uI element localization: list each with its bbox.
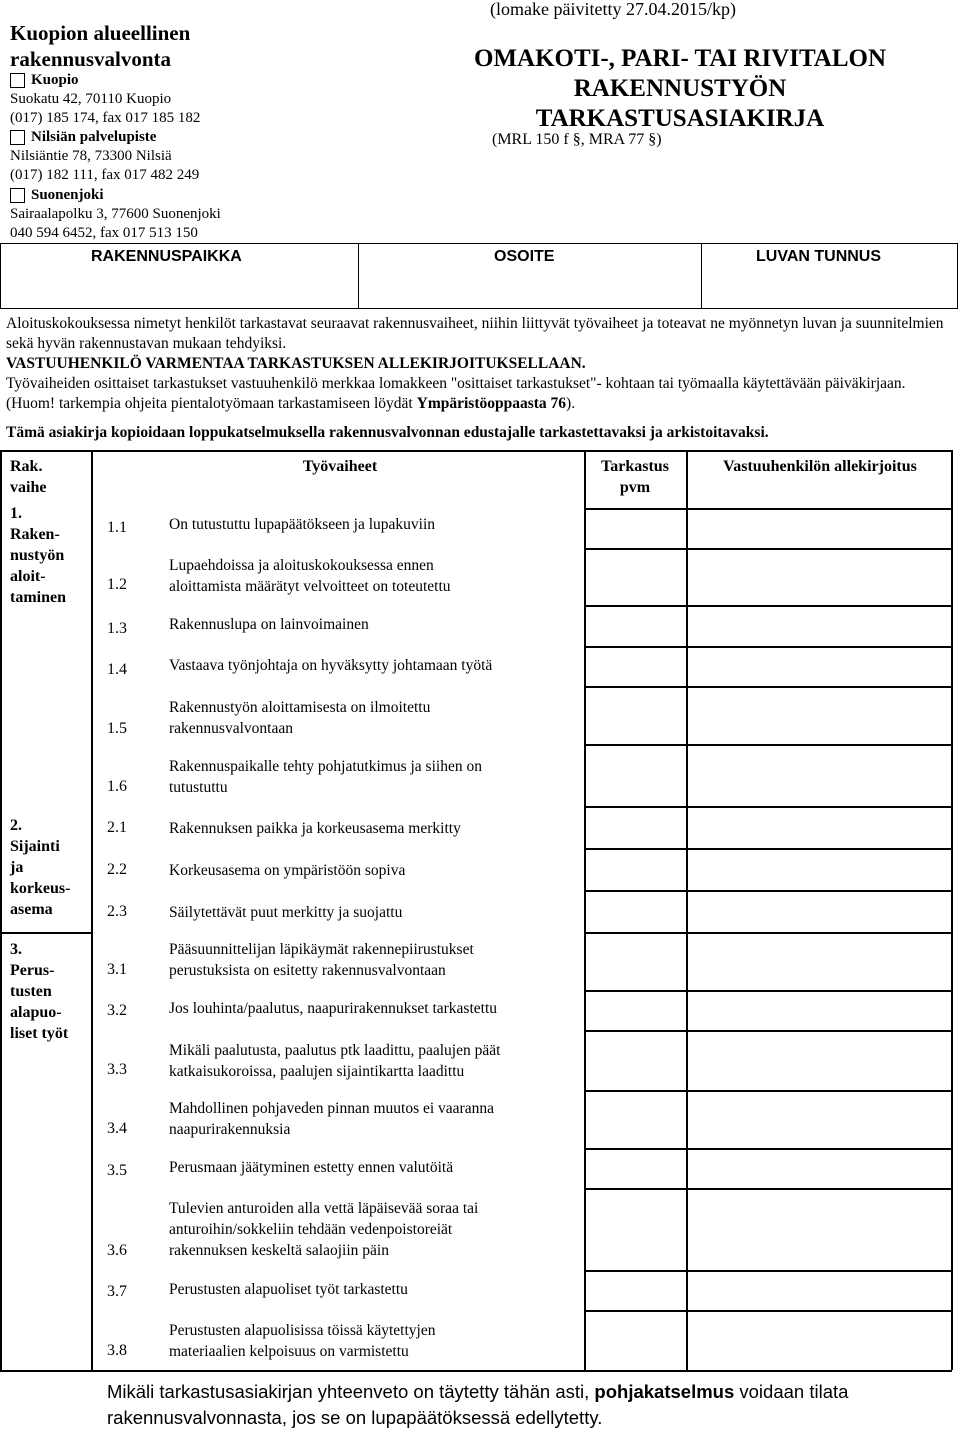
- phase-line: Perus-: [10, 962, 55, 979]
- task-line: Perustusten alapuoliset työt tarkastettu: [169, 1281, 408, 1298]
- phase-line: 2.: [10, 817, 22, 834]
- task-line: naapurirakennuksia: [169, 1121, 291, 1138]
- row-task-text: [169, 939, 574, 981]
- office-name: Kuopio: [31, 72, 79, 88]
- date-column-divider: [584, 450, 586, 1370]
- row-separator: [584, 1148, 952, 1150]
- task-line: katkaisukoroissa, paalujen sijaintikartta laadittu: [169, 1063, 465, 1080]
- col-header-phase-line1: Rak.: [10, 458, 43, 475]
- intro-partial-checks: [6, 374, 951, 414]
- task-line: Rakennustyön aloittamisesta on ilmoitettu: [169, 699, 431, 716]
- task-line: Mahdollinen pohjaveden pinnan muutos ei vaaranna: [169, 1100, 494, 1117]
- task-line: rakennuksen keskeltä salaojiin päin: [169, 1242, 389, 1259]
- summary-text-end: voidaan tilata rakennusvalvonnasta, jos se on lupapäätöksessä edellytetty.: [107, 1381, 849, 1428]
- summary-text: Mikäli tarkastusasiakirjan yhteenveto on täytetty tähän asti,: [107, 1381, 595, 1402]
- office-address: Suokatu 42, 70110 Kuopio: [10, 91, 172, 107]
- col-header-phase: [10, 456, 46, 498]
- phase-line: 3.: [10, 941, 22, 958]
- address-label: OSOITE: [494, 248, 555, 265]
- permit-label: LUVAN TUNNUS: [756, 248, 882, 265]
- row-task-text: [169, 1098, 574, 1140]
- office-phone: (017) 185 174, fax 017 185 182: [10, 110, 201, 126]
- row-separator: [584, 1310, 952, 1312]
- site-info-table: [0, 243, 958, 309]
- task-line: Pääsuunnittelijan läpikäymät rakennepiirustukset: [169, 941, 474, 958]
- row-task-text: [169, 555, 574, 597]
- row-separator: [584, 848, 952, 850]
- task-line: Rakennuksen paikka ja korkeusasema merkitty: [169, 820, 461, 837]
- row-number: 2.3: [107, 903, 127, 920]
- office-phone: 040 594 6452, fax 017 513 150: [10, 225, 198, 241]
- col-header-check-line1: Tarkastus: [601, 458, 669, 475]
- row-task-text: [169, 902, 574, 923]
- row-separator: [584, 1030, 952, 1032]
- phase-line: liset työt: [10, 1025, 69, 1042]
- form-title-line1: OMAKOTI-, PARI- TAI RIVITALON: [473, 45, 887, 72]
- instructions: [6, 314, 951, 414]
- partial-checks-end: ).: [566, 395, 576, 412]
- row-separator: [584, 605, 952, 607]
- col-header-check-line2: pvm: [619, 479, 651, 496]
- row-task-text: [169, 697, 574, 739]
- row-number: 3.6: [107, 1242, 127, 1259]
- office-address: Sairaalapolku 3, 77600 Suonenjoki: [10, 206, 221, 222]
- checkbox-nilsia[interactable]: [10, 130, 25, 145]
- task-line: On tutustuttu lupapäätökseen ja lupakuviin: [169, 516, 436, 533]
- org-title-line2: rakennusvalvonta: [10, 47, 172, 71]
- task-line: Säilytettävät puut merkitty ja suojattu: [169, 904, 403, 921]
- row-task-text: [169, 1157, 574, 1178]
- row-task-text: [169, 1279, 574, 1300]
- row-task-text: [169, 818, 574, 839]
- form-title: [460, 44, 900, 134]
- address-cell[interactable]: [358, 244, 703, 308]
- row-task-text: [169, 860, 574, 881]
- phase-line: 1.: [10, 505, 22, 522]
- col-header-phase-line2: vaihe: [10, 479, 47, 496]
- row-number: 3.2: [107, 1002, 127, 1019]
- task-line: Tulevien anturoiden alla vettä läpäisevää soraa tai: [169, 1200, 479, 1217]
- col-header-check-date: [585, 456, 685, 498]
- row-separator: [584, 1090, 952, 1092]
- table-right-border: [951, 450, 953, 1370]
- col-header-work: Työvaiheet: [302, 458, 378, 475]
- task-line: Vastaava työnjohtaja on hyväksytty johtamaan työtä: [169, 657, 493, 674]
- row-task-text: [169, 998, 574, 1019]
- row-number: 1.1: [107, 519, 127, 536]
- col-header-signature: Vastuuhenkilön allekirjoitus: [723, 458, 917, 475]
- task-line: Mikäli paalutusta, paalutus ptk laadittu, paalujen päät: [169, 1042, 501, 1059]
- row-separator: [584, 890, 952, 892]
- row-task-text: [169, 1198, 574, 1261]
- phase-1-label: [10, 503, 90, 608]
- office-suonenjoki: [10, 186, 221, 243]
- org-title-line1: Kuopion alueellinen: [10, 21, 191, 45]
- task-line: Rakennuspaikalle tehty pohjatutkimus ja siihen on: [169, 758, 482, 775]
- row-separator: [584, 508, 952, 510]
- task-line: Jos louhinta/paalutus, naapurirakennukset tarkastettu: [169, 1000, 497, 1017]
- law-reference: (MRL 150 f §, MRA 77 §): [492, 131, 662, 148]
- task-line: anturoihin/sokkeliin tehdään vedenpoistoreiät: [169, 1221, 453, 1238]
- row-task-text: [169, 614, 574, 635]
- task-line: aloittamista määrätyt velvoitteet on toteutettu: [169, 578, 451, 595]
- row-number: 3.3: [107, 1061, 127, 1078]
- table-left-border: [0, 450, 2, 1370]
- row-number: 1.3: [107, 620, 127, 637]
- row-task-text: [169, 514, 574, 535]
- phase-2-label: [10, 815, 90, 920]
- row-task-text: [169, 756, 574, 798]
- phase-line: Raken-: [10, 526, 60, 543]
- guide-reference: Ympäristöoppaasta 76: [416, 395, 567, 412]
- row-task-text: [169, 655, 574, 676]
- office-phone: (017) 182 111, fax 017 482 249: [10, 167, 200, 183]
- row-number: 3.8: [107, 1342, 127, 1359]
- row-number: 3.5: [107, 1162, 127, 1179]
- row-number: 1.5: [107, 720, 127, 737]
- office-address: Nilsiäntie 78, 73300 Nilsiä: [10, 148, 172, 164]
- row-separator: [584, 806, 952, 808]
- row-separator: [584, 686, 952, 688]
- form-updated-note: (lomake päivitetty 27.04.2015/kp): [490, 0, 736, 19]
- row-number: 2.1: [107, 819, 127, 836]
- row-number: 1.4: [107, 661, 127, 678]
- row-task-text: [169, 1040, 574, 1082]
- partial-checks-text: Työvaiheiden osittaiset tarkastukset vastuuhenkilö merkkaa lomakkeen "osittaiset tarkastukset"- kohtaan tai työmaalla käytettävään päiväkirjaan. (Huom! tarkempia ohjeita pientalotyömaan tarkastamiseen löydät: [6, 375, 906, 412]
- phase-line: alapuo-: [10, 1004, 62, 1021]
- row-separator: [584, 548, 952, 550]
- form-title-line3: TARKASTUSASIAKIRJA: [535, 105, 825, 132]
- row-number: 1.6: [107, 778, 127, 795]
- phase-line: asema: [10, 901, 53, 918]
- task-line: Rakennuslupa on lainvoimainen: [169, 616, 369, 633]
- copy-note: Tämä asiakirja kopioidaan loppukatselmuksella rakennusvalvonnan edustajalle tarkastettavaksi ja arkistoitavaksi.: [6, 424, 769, 441]
- form-title-line2: RAKENNUSTYÖN: [573, 75, 787, 102]
- row-task-text: [169, 1320, 574, 1362]
- row-separator: [584, 1270, 952, 1272]
- phase-line: nustyön: [10, 547, 65, 564]
- row-number: 3.1: [107, 961, 127, 978]
- office-nilsia: [10, 128, 199, 185]
- office-kuopio: [10, 71, 200, 128]
- task-line: Perusmaan jäätyminen estetty ennen valutöitä: [169, 1159, 454, 1176]
- intro-signature-note: VASTUUHENKILÖ VARMENTAA TARKASTUKSEN ALLEKIRJOITUKSELLAAN.: [6, 355, 586, 372]
- task-line: Lupaehdoissa ja aloituskokouksessa ennen: [169, 557, 434, 574]
- phase-separator: [0, 932, 91, 934]
- task-line: Korkeusasema on ympäristöön sopiva: [169, 862, 406, 879]
- phase-line: ja: [10, 859, 24, 876]
- phase-line: taminen: [10, 589, 66, 606]
- permit-cell[interactable]: [701, 244, 959, 308]
- task-line: Perustusten alapuolisissa töissä käytettyjen: [169, 1322, 436, 1339]
- task-line: perustuksista on esitetty rakennusvalvontaan: [169, 962, 446, 979]
- summary-note: [107, 1379, 927, 1431]
- row-number: 1.2: [107, 576, 127, 593]
- task-line: rakennusvalvontaan: [169, 720, 293, 737]
- signature-column-divider: [686, 450, 688, 1370]
- checkbox-suonenjoki[interactable]: [10, 188, 25, 203]
- row-separator: [584, 744, 952, 746]
- summary-keyword: pohjakatselmus: [594, 1381, 735, 1402]
- intro-paragraph: Aloituskokouksessa nimetyt henkilöt tarkastavat seuraavat rakennusvaiheet, niihin liittyvät työvaiheet ja toteavat ne myönnetyn luvan ja suunnitelmien sekä hyvän rakennustavan mukaan tehdyiksi.: [6, 315, 944, 352]
- table-top-border: [0, 450, 952, 452]
- phase-column-divider: [91, 450, 93, 1370]
- site-label: RAKENNUSPAIKKA: [91, 248, 242, 265]
- checkbox-kuopio[interactable]: [10, 73, 25, 88]
- row-separator: [584, 932, 952, 934]
- office-name: Suonenjoki: [31, 187, 104, 203]
- phase-3-label: [10, 939, 90, 1044]
- row-separator: [584, 1188, 952, 1190]
- row-number: 2.2: [107, 861, 127, 878]
- office-name: Nilsiän palvelupiste: [31, 129, 157, 145]
- row-separator: [584, 646, 952, 648]
- task-line: tutustuttu: [169, 779, 228, 796]
- row-number: 3.7: [107, 1283, 127, 1300]
- organization-title: [10, 20, 190, 72]
- row-number: 3.4: [107, 1120, 127, 1137]
- table-bottom-border: [0, 1370, 952, 1372]
- phase-line: Sijainti: [10, 838, 60, 855]
- task-line: materiaalien kelpoisuus on varmistettu: [169, 1343, 409, 1360]
- row-separator: [584, 990, 952, 992]
- phase-line: korkeus-: [10, 880, 71, 897]
- phase-line: aloit-: [10, 568, 46, 585]
- phase-line: tusten: [10, 983, 52, 1000]
